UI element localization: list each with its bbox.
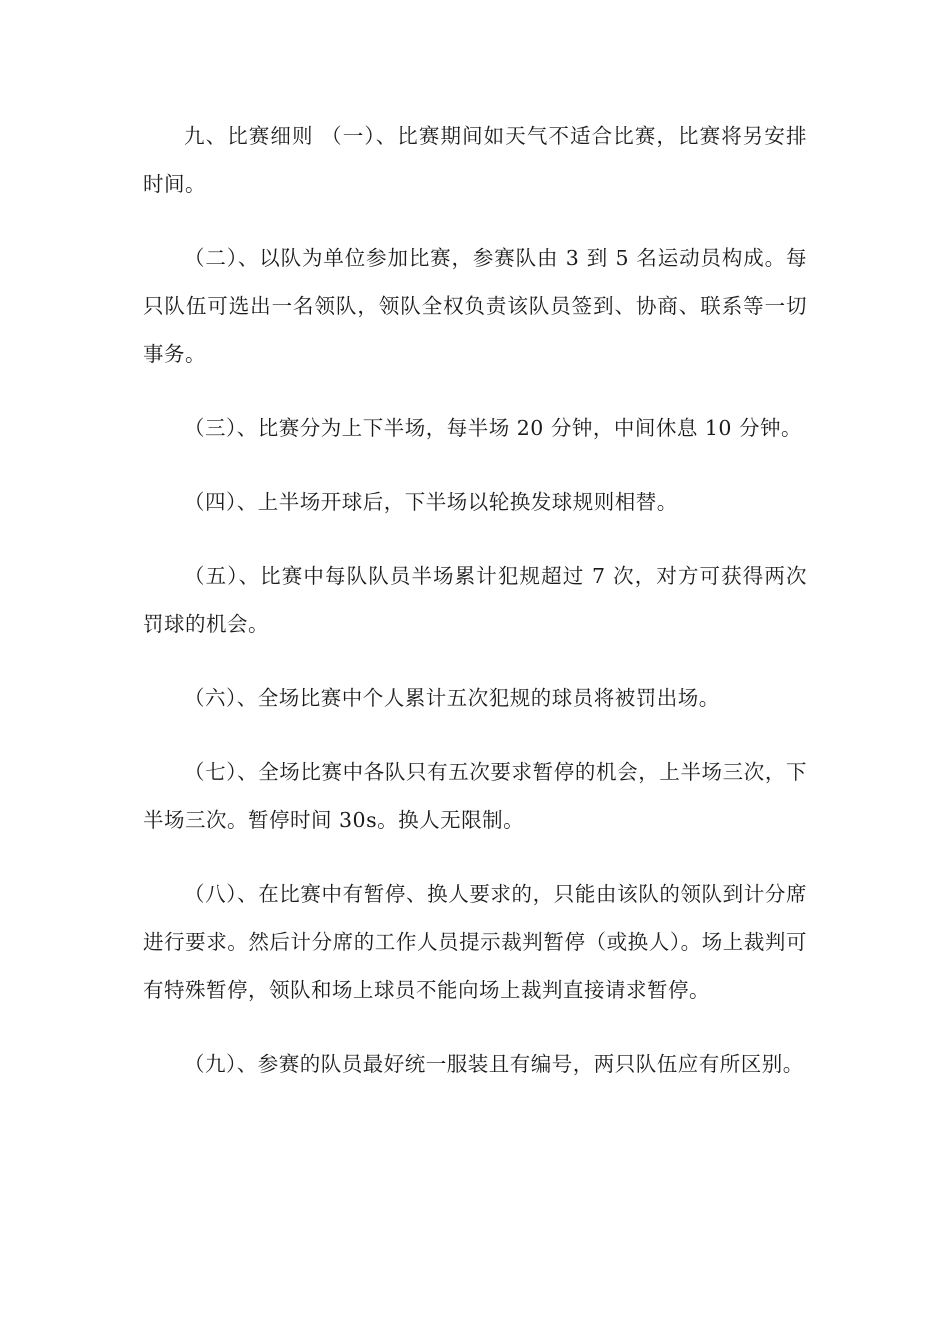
document-body bbox=[143, 112, 807, 1088]
paragraph-rule-2: （二）、以队为单位参加比赛，参赛队由 3 到 5 名运动员构成。每只队伍可选出一名领队，领队全权负责该队员签到、协商、联系等一切事务。 bbox=[143, 246, 807, 366]
paragraph-rule-3: （三）、比赛分为上下半场，每半场 20 分钟，中间休息 10 分钟。 bbox=[184, 416, 802, 440]
paragraph-rule-8: （八）、在比赛中有暂停、换人要求的，只能由该队的领队到计分席进行要求。然后计分席的工作人员提示裁判暂停（或换人）。场上裁判可有特殊暂停，领队和场上球员不能向场上裁判直接请求暂停。 bbox=[143, 882, 807, 1002]
paragraph-rule-7: （七）、全场比赛中各队只有五次要求暂停的机会，上半场三次，下半场三次。暂停时间 30s。换人无限制。 bbox=[143, 760, 807, 832]
paragraph-rule-6: （六）、全场比赛中个人累计五次犯规的球员将被罚出场。 bbox=[184, 686, 720, 710]
paragraph-rule-4: （四）、上半场开球后，下半场以轮换发球规则相替。 bbox=[184, 490, 678, 514]
paragraph-rule-5: （五）、比赛中每队队员半场累计犯规超过 7 次，对方可获得两次罚球的机会。 bbox=[143, 564, 807, 636]
paragraph-rule-9: （九）、参赛的队员最好统一服装且有编号，两只队伍应有所区别。 bbox=[184, 1052, 804, 1076]
paragraph-rules-heading: 九、比赛细则 （一）、比赛期间如天气不适合比赛，比赛将另安排时间。 bbox=[143, 124, 807, 196]
